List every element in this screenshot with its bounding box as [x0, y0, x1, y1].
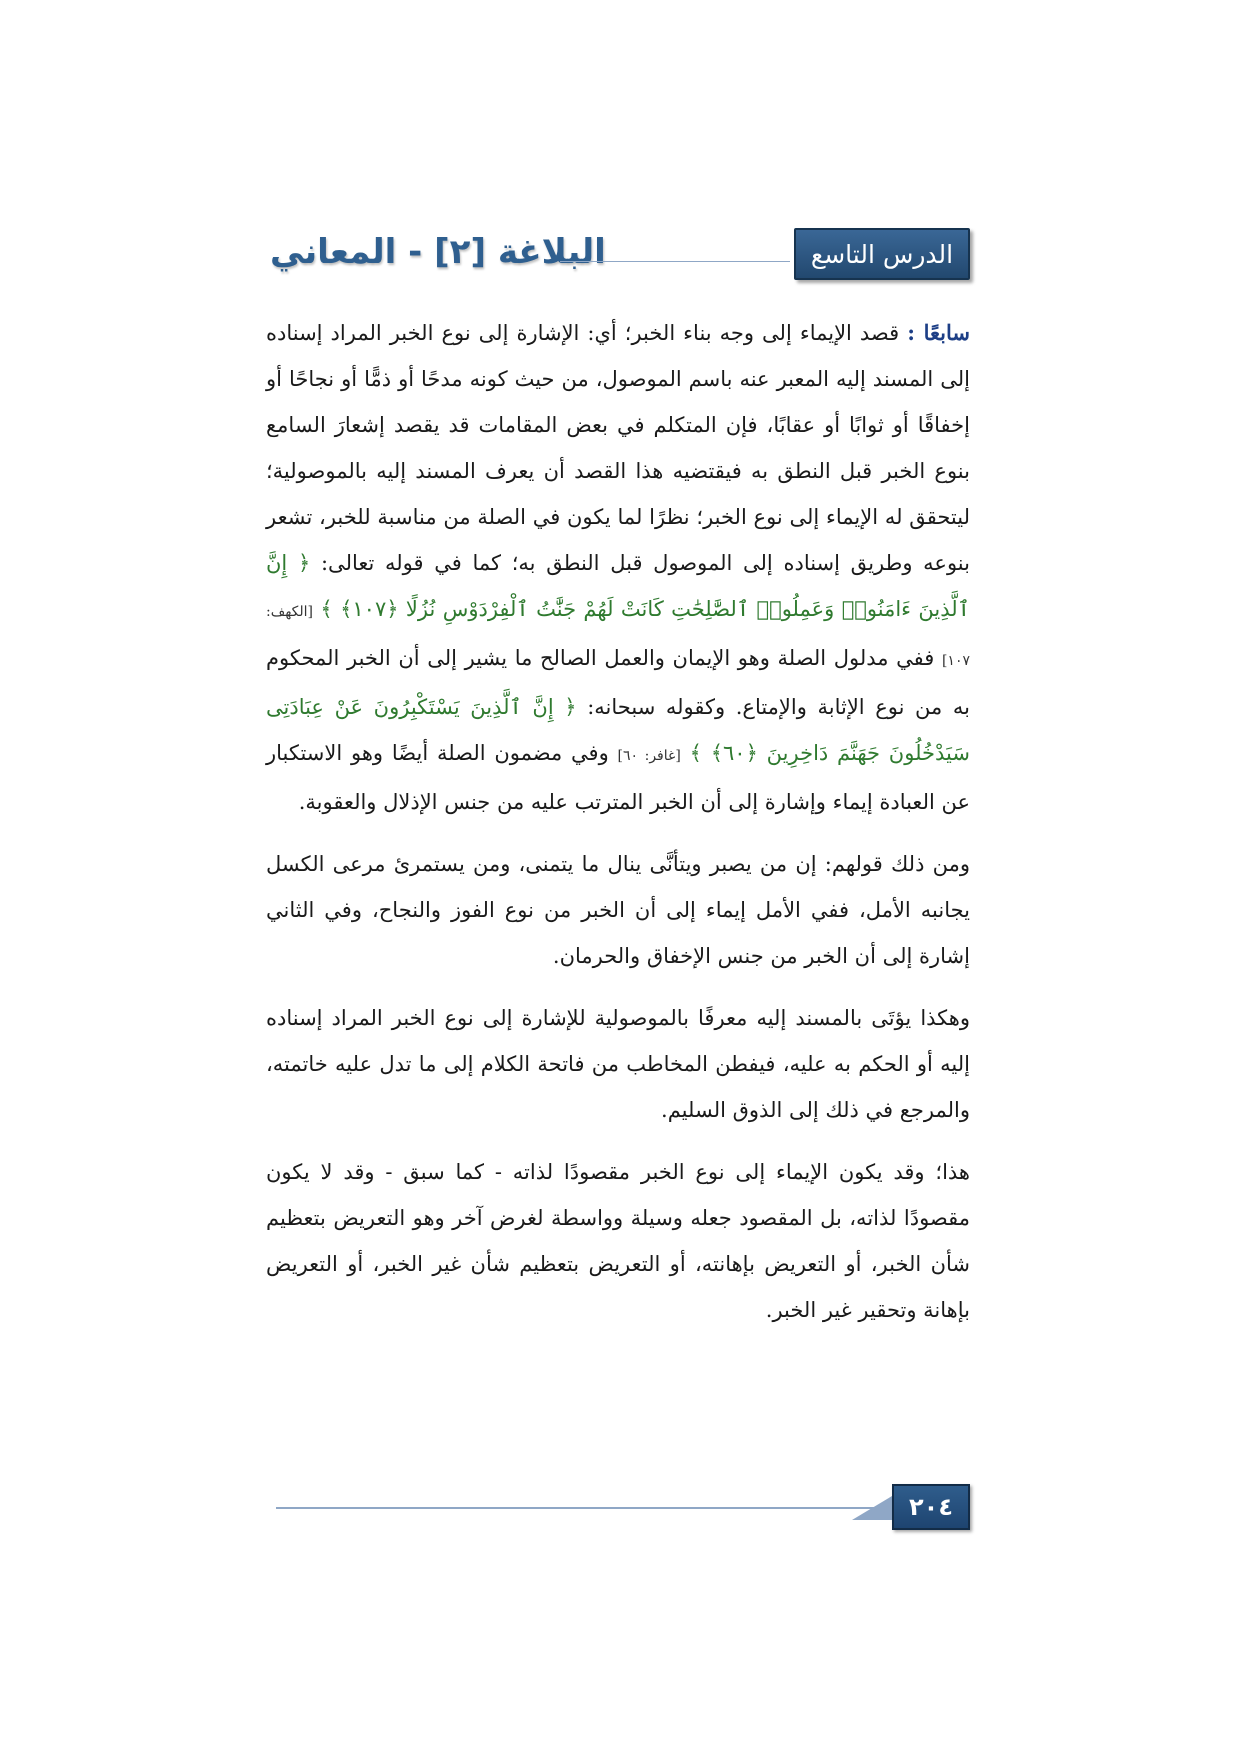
book-title: البلاغة [٢] - المعاني — [270, 232, 606, 272]
quran-verse-2: إِنَّ ٱلَّذِينَ يَسْتَكْبِرُونَ عَنْ عِبَادَتِى سَيَدْخُلُونَ جَهَنَّمَ دَاخِرِينَ ﴿٦٠﴾ — [266, 695, 970, 765]
footer-divider — [276, 1507, 896, 1509]
page-number: ٢٠٤ — [892, 1484, 970, 1530]
page-header — [270, 228, 970, 288]
quran-bracket-close: ﴾ — [689, 741, 702, 765]
paragraph-4: هذا؛ وقد يكون الإيماء إلى نوع الخبر مقصودًا لذاته - كما سبق - وقد لا يكون مقصودًا لذاته، بل المقصود جعله وسيلة وواسطة لغرض آخر وهو التعريض بتعظيم شأن الخبر، أو التعريض بإهانته، أو التعريض بتعظيم شأن غير الخبر، أو التعريض بإهانة وتحقير غير الخبر. — [266, 1160, 970, 1322]
verse-1-reference: [الكهف: ١٠٧] — [266, 604, 970, 669]
paragraph-1-text-b: ففي مدلول الصلة وهو الإيمان والعمل الصالح ما يشير إلى أن الخبر المحكوم به من نوع الإثابة والإمتاع. وكقوله سبحانه: — [266, 646, 970, 719]
quran-bracket-close: ﴾ — [320, 597, 333, 621]
footer-tab — [852, 1496, 892, 1520]
page-body — [266, 310, 970, 1349]
paragraph-3: وهكذا يؤتَى بالمسند إليه معرفًا بالموصولية للإشارة إلى نوع الخبر المراد إسناده إليه أو الحكم به عليه، فيفطن المخاطب من فاتحة الكلام إلى ما تدل عليه خاتمته، والمرجع في ذلك إلى الذوق السليم. — [266, 1006, 970, 1122]
quran-bracket-open: ﴿ — [564, 695, 577, 719]
quran-bracket-open: ﴿ — [297, 551, 311, 575]
paragraph-1-text-c: وفي مضمون الصلة أيضًا وهو الاستكبار عن العبادة إيماء وإشارة إلى أن الخبر المترتب عليه من جنس الإذلال والعقوبة. — [266, 741, 970, 814]
paragraph-2: ومن ذلك قولهم: إن من يصبر ويتأنَّى ينال ما يتمنى، ومن يستمرئ مرعى الكسل يجانبه الأمل، ففي الأمل إيماء إلى أن الخبر من نوع الفوز والنجاح، وفي الثاني إشارة إلى أن الخبر من جنس الإخفاق والحرمان. — [266, 852, 970, 968]
section-lead: سابعًا : — [907, 320, 970, 345]
paragraph-1-text-a: قصد الإيماء إلى وجه بناء الخبر؛ أي: الإشارة إلى نوع الخبر المراد إسناده إلى المسند إليه المعبر عنه باسم الموصول، من حيث كونه مدحًا أو ذمًّا أو نجاحًا أو إخفاقًا أو ثوابًا أو عقابًا، فإن المتكلم في بعض المقامات قد يقصد إشعارَ السامع بنوع الخبر قبل النطق به فيقتضيه هذا القصد أن يعرف المسند إليه بالموصولية؛ ليتحقق له الإيماء إلى نوع الخبر؛ نظرًا لما يكون في الصلة من مناسبة للخبر، تشعر بنوعه وطريق إسناده إلى الموصول قبل النطق به؛ كما في قوله تعالى: — [266, 321, 970, 575]
header-divider — [560, 261, 790, 262]
verse-2-reference: [غافر: ٦٠] — [617, 748, 681, 764]
lesson-badge: الدرس التاسع — [794, 228, 970, 280]
quran-verse-1: إِنَّ ٱلَّذِينَ ءَامَنُوا۟ وَعَمِلُوا۟ ٱلصَّٰلِحَٰتِ كَانَتْ لَهُمْ جَنَّٰتُ ٱلْفِرْدَوْسِ نُزُلًا ﴿١٠٧﴾ — [266, 551, 970, 621]
paragraph-1 — [266, 310, 970, 825]
